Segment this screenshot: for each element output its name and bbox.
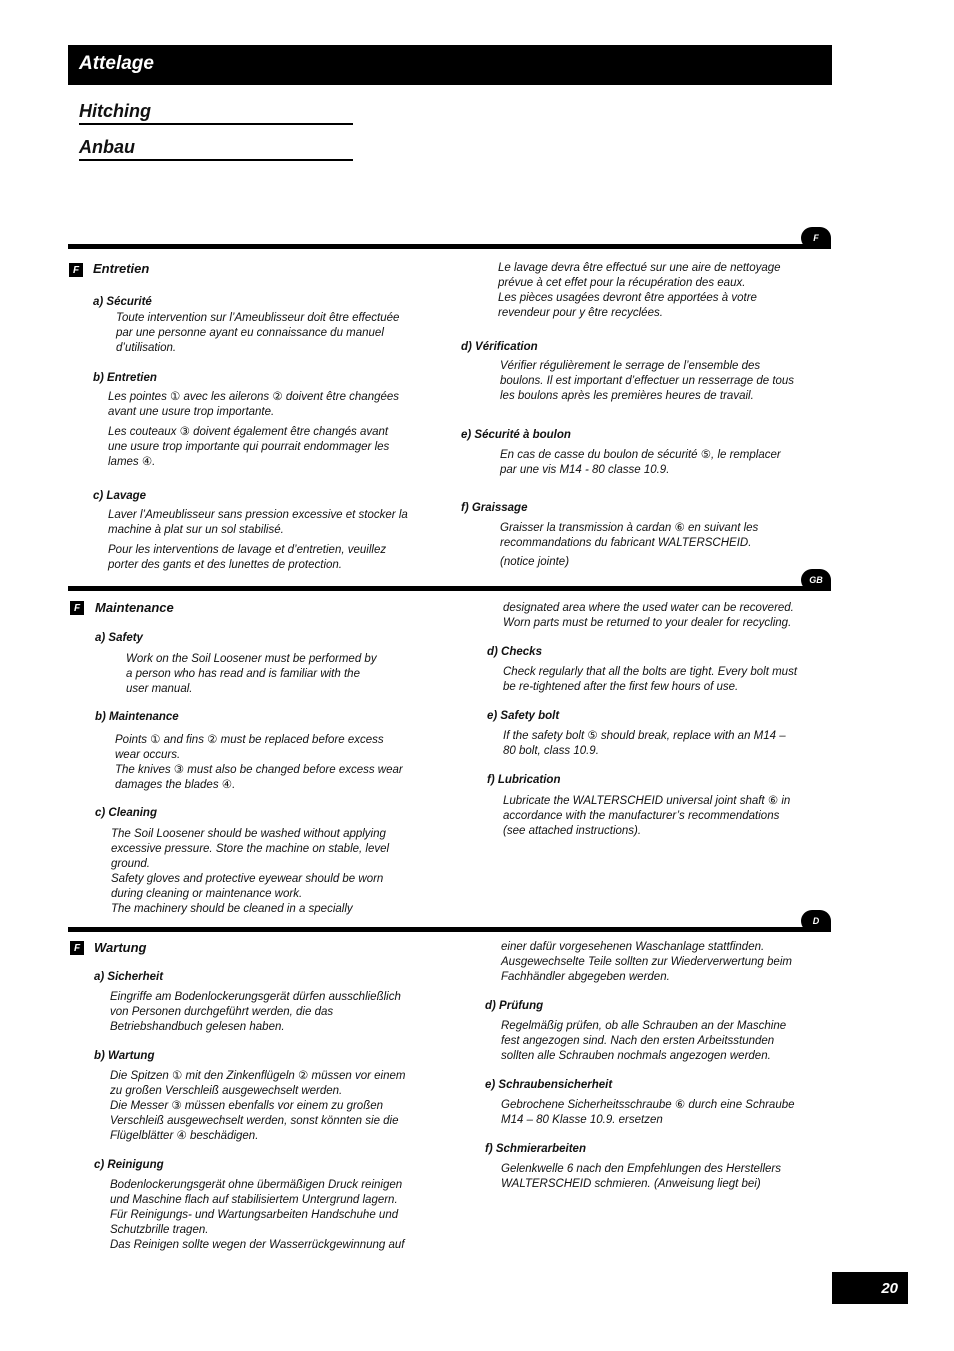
- text-fr-a: Toute intervention sur l’Ameublisseur doit être effectuée par une personne ayant eu connaissance du manuel d’utilisation.: [116, 312, 400, 354]
- heading-de-c: c) Reinigung: [94, 1159, 164, 1171]
- flag-icon: F: [70, 941, 84, 955]
- heading-fr-b: b) Entretien: [93, 372, 157, 384]
- section-divider-fr: [68, 244, 831, 249]
- section-title-gb: Maintenance: [95, 600, 174, 615]
- heading-gb-b: b) Maintenance: [95, 711, 179, 723]
- text-fr-d: Vérifier régulièrement le serrage de l’ensemble des boulons. Il est important d’effectuer un resserrage de tous les boulons après les premières heures de travail.: [500, 360, 795, 402]
- language-badge-gb: GB: [801, 569, 831, 591]
- text-de-a: Eingriffe am Bodenlockerungsgerät dürfen ausschließlich von Personen durchgeführt werden, die das Betriebshandbuch gelesen haben.: [110, 991, 401, 1033]
- language-badge-fr: F: [801, 227, 831, 249]
- text-de-c: Bodenlockerungsgerät ohne übermäßigen Druck reinigen und Maschine flach auf stabilisiertem Untergrund lagern. Für Reinigungs- und Wartungsarbeiten Handschuhe und Schutzbrille tragen. Das Reinigen sollte wegen der Wasserrückgewinnung auf: [110, 1179, 405, 1251]
- heading-de-d: d) Prüfung: [485, 1000, 544, 1012]
- text-fr-continued: Le lavage devra être effectué sur une aire de nettoyage prévue à cet effet pour la récupération des eaux. Les pièces usagées devront être apportées à votre revendeur pour y être recyclées.: [498, 262, 781, 319]
- section-divider-de: [68, 927, 831, 932]
- heading-de-f: f) Schmierarbeiten: [485, 1143, 586, 1155]
- heading-de-b: b) Wartung: [94, 1050, 155, 1062]
- text-gb-c: The Soil Loosener should be washed without applying excessive pressure. Store the machine on stable, level ground. Safety gloves and protective eyewear should be worn during cleaning or maintenance work. The machinery should be cleaned in a specially: [111, 828, 390, 915]
- text-fr-b1: Les pointes ① avec les ailerons ② doivent être changées avant une usure trop importante.: [108, 391, 400, 418]
- text-de-e: Gebrochene Sicherheitsschraube ⑥ durch eine Schraube M14 – 80 Klasse 10.9. ersetzen: [501, 1099, 795, 1126]
- text-de-d: Regelmäßig prüfen, ob alle Schrauben an der Maschine fest angezogen sind. Nach den ersten Arbeitsstunden sollten alle Schrauben nochmals angezogen werden.: [501, 1020, 787, 1062]
- text-gb-d: Check regularly that all the bolts are tight. Every bolt must be re-tightened after the first few hours of use.: [503, 666, 798, 693]
- text-fr-c2: Pour les interventions de lavage et d’entretien, veuillez porter des gants et des lunettes de protection.: [108, 544, 387, 571]
- heading-fr-f: f) Graissage: [461, 502, 528, 514]
- text-fr-c1: Laver l’Ameublisseur sans pression excessive et stocker la machine à plat sur un sol stabilisé.: [108, 509, 408, 536]
- heading-gb-f: f) Lubrication: [487, 774, 561, 786]
- heading-fr-a: a) Sécurité: [93, 296, 152, 308]
- section-title-fr: Entretien: [93, 261, 150, 276]
- text-fr-f1: Graisser la transmission à cardan ⑥ en suivant les recommandations du fabricant WALTERSCHEID.: [500, 522, 759, 549]
- heading-fr-e: e) Sécurité à boulon: [461, 429, 571, 441]
- text-gb-continued: designated area where the used water can be recovered. Worn parts must be returned to your dealer for recycling.: [503, 602, 794, 629]
- section-divider-gb: [68, 586, 831, 591]
- language-badge-de: D: [801, 910, 831, 932]
- text-fr-b2: Les couteaux ③ doivent également être changés avant une usure trop importante qui pourrait endommager les lames ④.: [108, 426, 390, 468]
- text-de-b: Die Spitzen ① mit den Zinkenflügeln ② müssen vor einem zu großen Verschleiß ausgewechselt werden. Die Messer ③ müssen ebenfalls vor einem zu großen Verschleiß ausgewechselt werden, sonst könnten sie die Flügelblätter ④ beschädigen.: [110, 1070, 406, 1142]
- text-gb-a: Work on the Soil Loosener must be performed by a person who has read and is familiar with the user manual.: [126, 653, 377, 695]
- heading-de-a: a) Sicherheit: [94, 971, 164, 983]
- section-title-de: Wartung: [94, 940, 147, 955]
- text-de-f: Gelenkwelle 6 nach den Empfehlungen des Herstellers WALTERSCHEID schmieren. (Anweisung liegt bei): [501, 1163, 781, 1190]
- heading-de-e: e) Schraubensicherheit: [485, 1079, 613, 1091]
- text-gb-b: Points ① and fins ② must be replaced before excess wear occurs. The knives ③ must also be changed before excess wear damages the blades ④.: [115, 734, 403, 791]
- heading-gb-a: a) Safety: [95, 632, 143, 644]
- heading-gb-d: d) Checks: [487, 646, 542, 658]
- text-fr-f2: (notice jointe): [500, 556, 570, 568]
- title-bar: [68, 45, 832, 85]
- heading-fr-d: d) Vérification: [461, 341, 538, 353]
- subtitle-english: Hitching: [79, 101, 353, 125]
- flag-icon: F: [69, 263, 83, 277]
- text-fr-e: En cas de casse du boulon de sécurité ⑤, le remplacer par une vis M14 - 80 classe 10.9.: [500, 449, 781, 476]
- flag-icon: F: [70, 601, 84, 615]
- heading-gb-c: c) Cleaning: [95, 807, 157, 819]
- heading-gb-e: e) Safety bolt: [487, 710, 560, 722]
- text-gb-e: If the safety bolt ⑤ should break, replace with an M14 – 80 bolt, class 10.9.: [503, 730, 786, 757]
- page-number: 20: [832, 1272, 908, 1304]
- text-de-continued: einer dafür vorgesehenen Waschanlage stattfinden. Ausgewechselte Teile sollten zur Wiederverwertung beim Fachhändler abgegeben werden.: [501, 941, 792, 983]
- page-title: Attelage: [79, 53, 154, 74]
- text-gb-f: Lubricate the WALTERSCHEID universal joint shaft ⑥ in accordance with the manufacturer’s recommendations (see attached instructions).: [503, 795, 791, 837]
- subtitle-german: Anbau: [79, 137, 353, 161]
- heading-fr-c: c) Lavage: [93, 490, 147, 502]
